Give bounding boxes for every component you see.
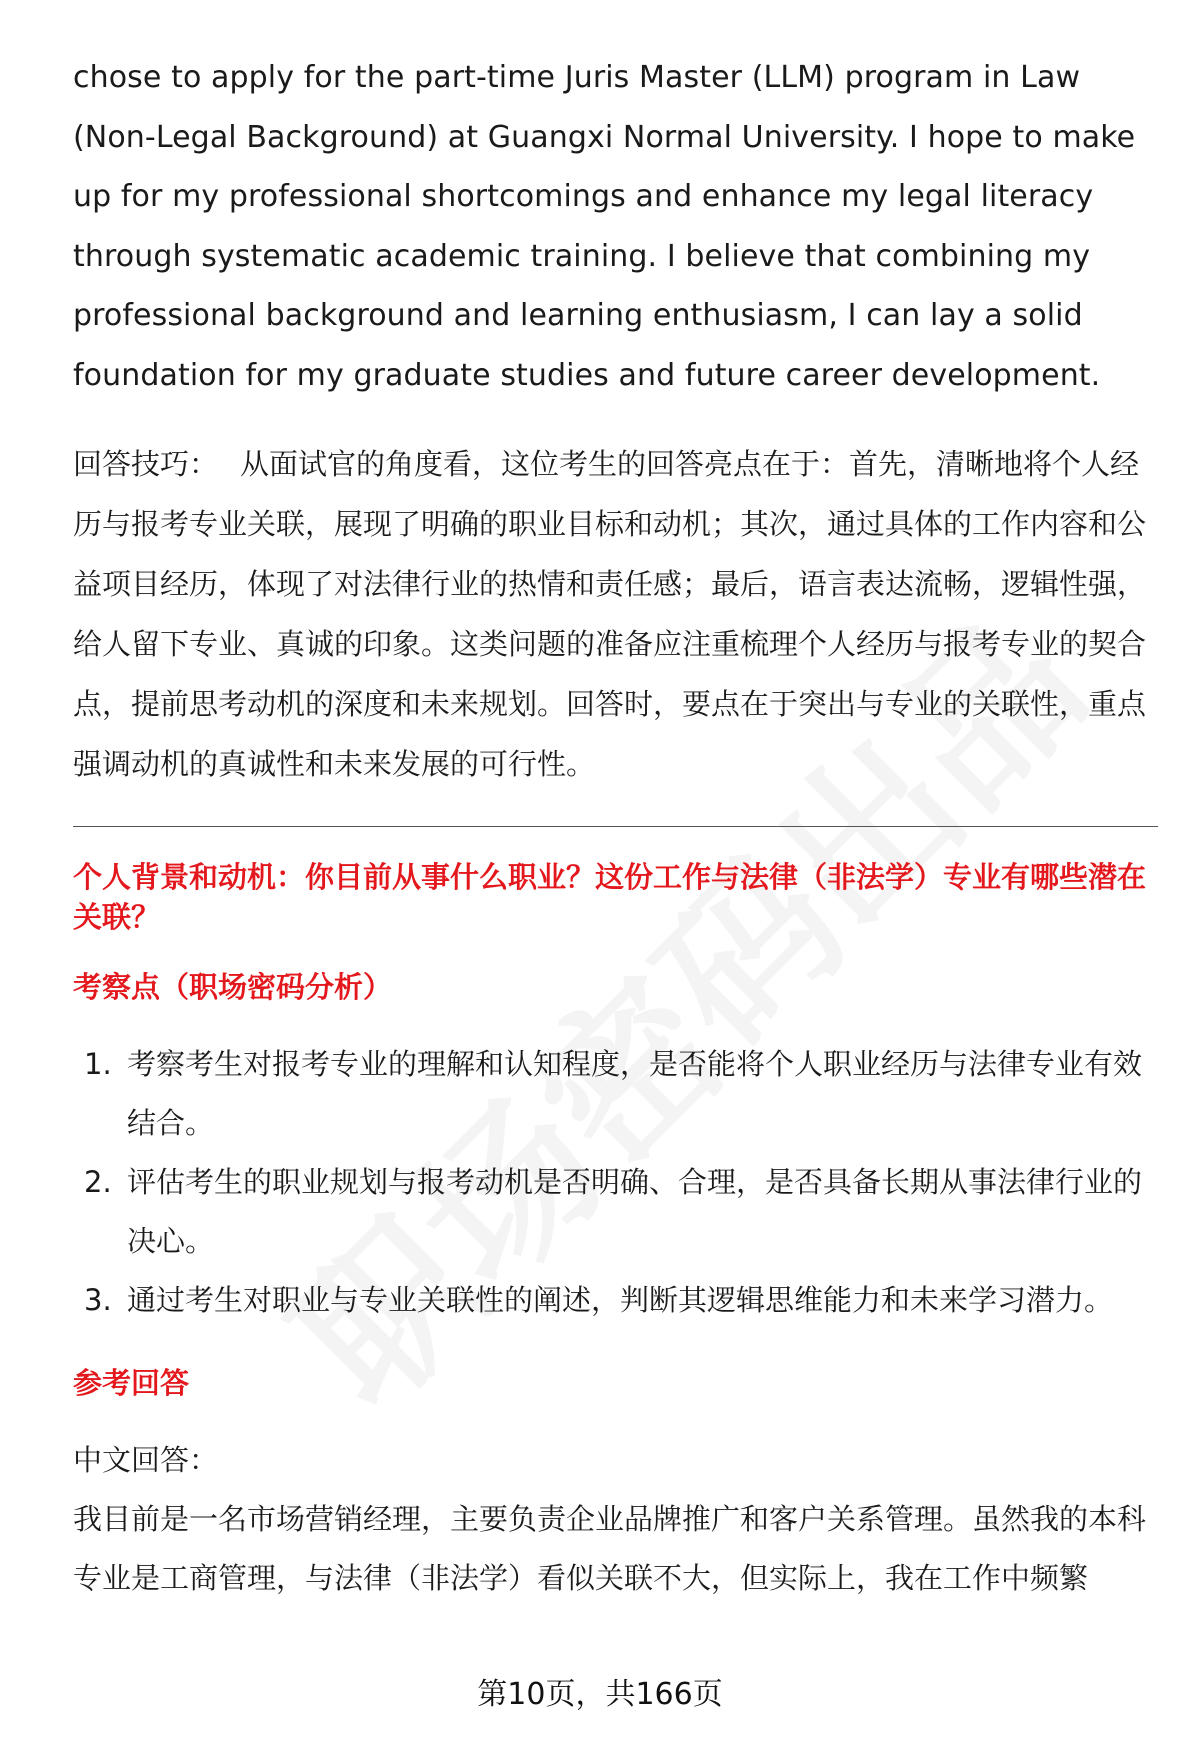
list-item bbox=[73, 1153, 1158, 1271]
list-item-text: 考察考生对报考专业的理解和认知程度，是否能将个人职业经历与法律专业有效结合。 bbox=[127, 1047, 1143, 1140]
answer-tips-label: 回答技巧： bbox=[73, 447, 219, 481]
list-item-number: 3. bbox=[84, 1283, 112, 1317]
page-footer: 第10页，共166页 bbox=[477, 1677, 723, 1712]
answer-tips-text: 从面试官的角度看，这位考生的回答亮点在于：首先，清晰地将个人经历与报考专业关联，展现了明确的职业目标和动机；其次，通过具体的工作内容和公益项目经历，体现了对法律行业的热情和责任感；最后，语言表达流畅，逻辑性强，给人留下专业、真诚的印象。这类问题的准备应注重梳理个人经历与报考专业的契合点，提前思考动机的深度和未来规划。回答时，要点在于突出与专业的关联性，重点强调动机的真诚性和未来发展的可行性。 bbox=[73, 447, 1147, 781]
document-page bbox=[73, 48, 1158, 1608]
continued-english-paragraph: chose to apply for the part-time Juris Master (LLM) program in Law (Non-Legal Background) at Guangxi Normal University. I hope to make up for my professional shortcomings and enhance my legal literacy through systematic academic training. I believe that combining my professional background and learning enthusiasm, I can lay a solid foundation for my graduate studies and future career development. bbox=[73, 60, 1136, 393]
list-item bbox=[73, 1035, 1158, 1153]
chinese-answer-text: 我目前是一名市场营销经理，主要负责企业品牌推广和客户关系管理。虽然我的本科专业是工商管理，与法律（非法学）看似关联不大，但实际上，我在工作中频繁 bbox=[73, 1502, 1147, 1595]
list-item bbox=[73, 1271, 1158, 1330]
assessment-list bbox=[73, 1035, 1158, 1330]
answer-tips bbox=[73, 434, 1158, 794]
list-item-text: 通过考生对职业与专业关联性的阐述，判断其逻辑思维能力和未来学习潜力。 bbox=[127, 1283, 1114, 1317]
assessment-heading: 考察点（职场密码分析） bbox=[73, 970, 393, 1004]
chinese-answer-label: 中文回答： bbox=[73, 1443, 219, 1477]
section-divider bbox=[73, 826, 1158, 827]
question-heading: 个人背景和动机：你目前从事什么职业？这份工作与法律（非法学）专业有哪些潜在关联？ bbox=[73, 860, 1147, 934]
list-item-number: 1. bbox=[84, 1047, 112, 1081]
reference-answer-heading: 参考回答 bbox=[73, 1366, 190, 1400]
list-item-number: 2. bbox=[84, 1165, 112, 1199]
list-item-text: 评估考生的职业规划与报考动机是否明确、合理，是否具备长期从事法律行业的决心。 bbox=[127, 1165, 1143, 1258]
